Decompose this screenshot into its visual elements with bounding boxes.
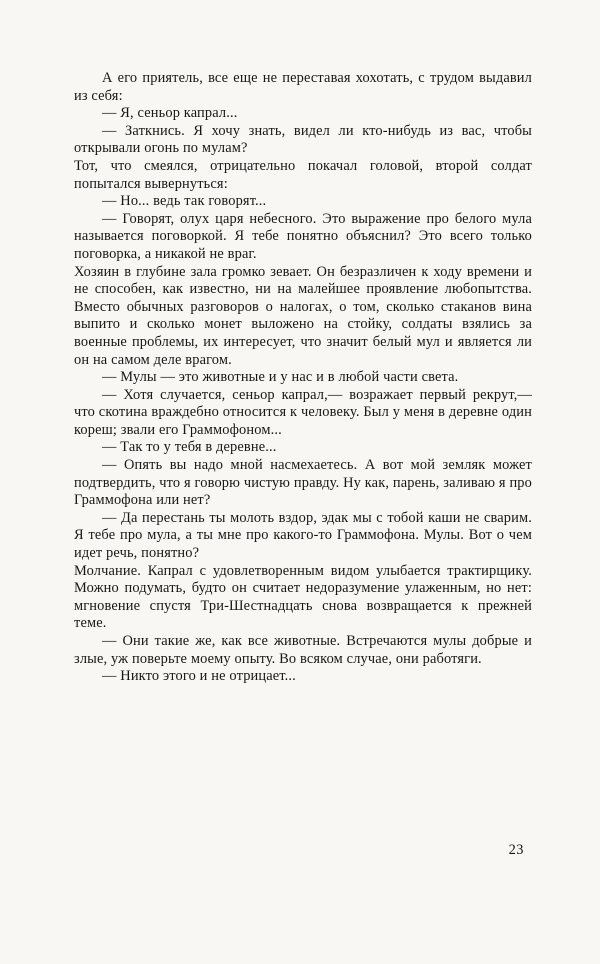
paragraph: А его приятель, все еще не переставая хохотать, с трудом выдавил из себя: [74, 70, 532, 104]
paragraph: Тот, что смеялся, отрицательно покачал головой, второй солдат попытался вывернуться: [74, 157, 532, 192]
paragraph-dialogue: — Никто этого и не отрицает... [102, 668, 296, 685]
paragraph-dialogue: — Я, сеньор капрал... [102, 105, 238, 122]
paragraph: Хозяин в глубине зала громко зевает. Он безразличен к ходу времени и не способен, как известно, ни на малейшее проявление любопытства. Вместо обычных разговоров о налогах, о том, сколько стаканов вина выпито и сколько монет выложено на стойку, солдаты взялись за военные проблемы, их интересует, что значит белый мул и является ли он на самом деле врагом. [74, 263, 532, 368]
paragraph-dialogue: — Опять вы надо мной насмехаетесь. А вот мой земляк может подтвердить, что я говорю чистую правду. Ну как, парень, заливаю я про Граммофона или нет? [74, 457, 532, 509]
paragraph-dialogue: — Так то у тебя в деревне... [102, 439, 277, 456]
page-number: 23 [508, 842, 524, 858]
paragraph-dialogue: — Говорят, олух царя небесного. Это выражение про белого мула называется поговоркой. Я тебе понятно объяснил? Это всего только поговорка, а никакой не враг. [74, 210, 532, 262]
paragraph-dialogue: — Они такие же, как все животные. Встречаются мулы добрые и злые, уж поверьте моему опыту. Во всяком случае, они работяги. [74, 633, 532, 667]
paragraph-dialogue: — Мулы — это животные и у нас и в любой части света. [102, 369, 459, 386]
paragraph: Молчание. Капрал с удовлетворенным видом улыбается трактирщику. Можно подумать, будто он считает недоразумение улаженным, но нет: мгновение спустя Три-Шестнадцать снова возвращается к прежней теме. [74, 562, 532, 632]
text-block [74, 70, 532, 686]
paragraph-dialogue: — Хотя случается, сеньор капрал,— возражает первый рекрут,— что скотина враждебно относится к человеку. Был у меня в деревне один кореш; звали его Граммофоном... [74, 386, 532, 438]
paragraph-dialogue: — Да перестань ты молоть вздор, эдак мы с тобой каши не сварим. Я тебе про мула, а ты мне про какого-то Граммофона. Мулы. Вот о чем идет речь, понятно? [74, 509, 532, 562]
paragraph-dialogue: — Заткнись. Я хочу знать, видел ли кто-нибудь из вас, чтобы открывали огонь по мулам? [74, 122, 532, 157]
paragraph-dialogue: — Но... ведь так говорят... [102, 193, 267, 210]
